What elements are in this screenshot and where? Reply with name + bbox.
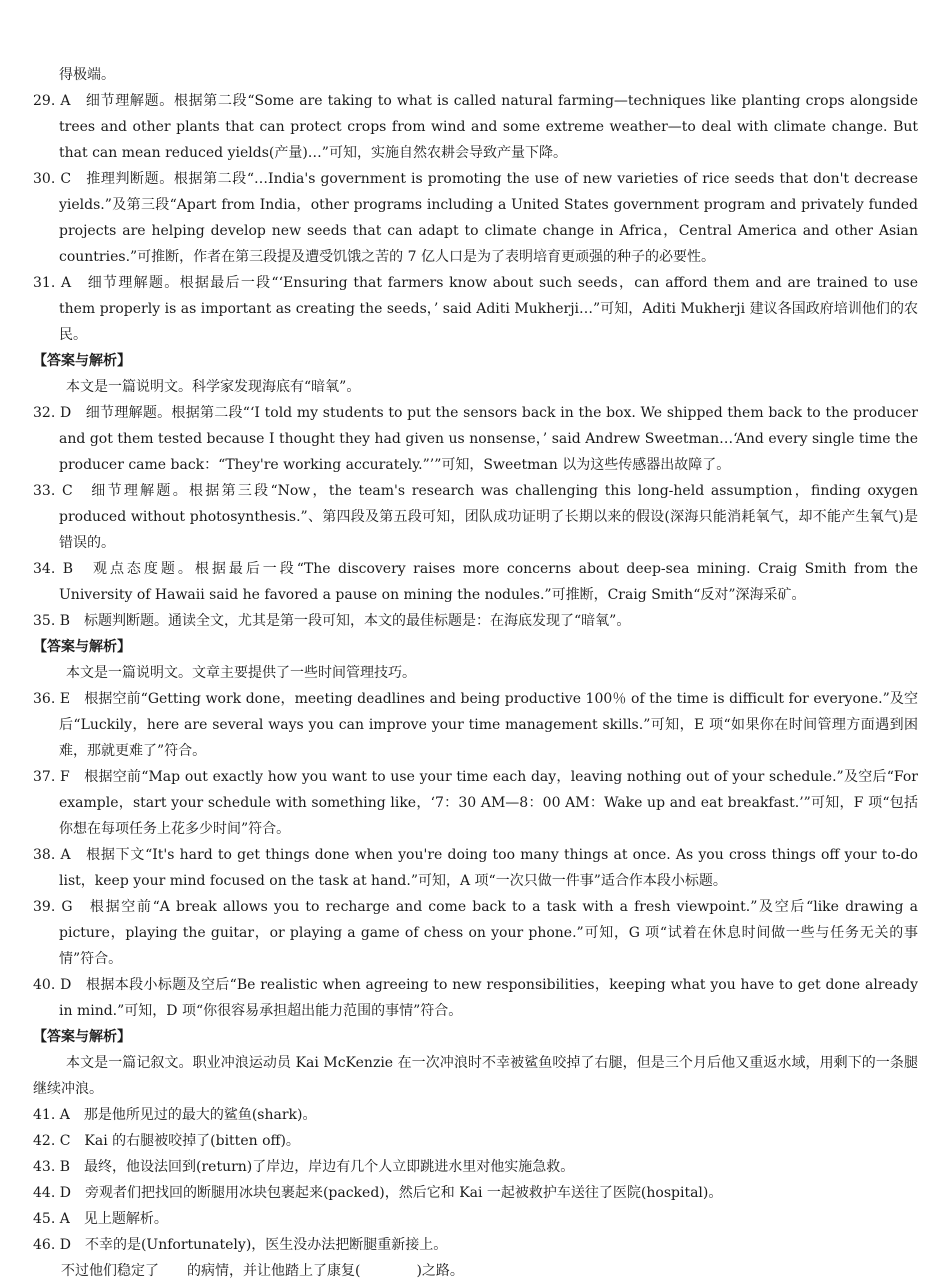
answer-30: 30. C 推理判断题。根据第二段“…India's government is promoting the use of new varieties of rice seeds that don't decrease yields.”及第三段“Apart from India，other programs including a United States government program and privately funded projects are helping develop new seeds that can adapt to climate change in Africa，Central America and other Asian countries.”可推断，作者在第三段提及遭受饥饿之苦的 7 亿人口是为了表明培育更顽强的种子的必要性。 — [33, 171, 918, 265]
section-header-answer-analysis: 【答案与解析】 — [33, 639, 131, 655]
answer-43: 43. B 最终，他设法回到(return)了岸边，岸边有几个人立即跳进水里对他实施急救。 — [33, 1159, 575, 1175]
answer-39: 39. G 根据空前“A break allows you to recharge and come back to a task with a fresh viewpoint.”及空后“like drawing a picture，playing the guitar，or playing a game of chess on your phone.”可知，G 项“试着在休息时间做一些与任务无关的事情”符合。 — [33, 899, 918, 967]
answer-36: 36. E 根据空前“Getting work done，meeting deadlines and being productive 100％ of the time is difficult for everyone.”及空后“Luckily，here are several ways you can improve your time management skills.”可知，E 项“如果你在时间管理方面遇到困难，那就更难了”符合。 — [33, 691, 918, 759]
answer-41: 41. A 那是他所见过的最大的鲨鱼(shark)。 — [33, 1107, 317, 1123]
answer-33: 33. C 细节理解题。根据第三段“Now，the team's research was challenging this long-held assumption，finding oxygen produced without photosynthesis.”、第四段及第五段可知，团队成功证明了长期以来的假设(深海只能消耗氧气，却不能产生氧气)是错误的。 — [33, 483, 918, 551]
answer-31: 31. A 细节理解题。根据最后一段“‘Ensuring that farmers know about such seeds，can afford them and are trained to use them properly is as important as creating the seeds，’ said Aditi Mukherji…”可知，Aditi Mukherji 建议各国政府培训他们的农民。 — [33, 275, 918, 343]
answer-40: 40. D 根据本段小标题及空后“Be realistic when agreeing to new responsibilities，keeping what you have to get done already in mind.”可知，D 项“你很容易承担超出能力范围的事情”符合。 — [33, 977, 918, 1019]
answer-44: 44. D 旁观者们把找回的断腿用冰块包裹起来(packed)，然后它和 Kai 一起被救护车送往了医院(hospital)。 — [33, 1185, 723, 1201]
answer-42: 42. C Kai 的右腿被咬掉了(bitten off)。 — [33, 1133, 300, 1149]
answer-35: 35. B 标题判断题。通读全文，尤其是第一段可知，本文的最佳标题是：在海底发现了“暗氧”。 — [33, 613, 631, 629]
text-line-fragment: 得极端。 — [59, 67, 115, 83]
answer-46: 46. D 不幸的是(Unfortunately)，医生没办法把断腿重新接上。 — [33, 1237, 448, 1253]
answer-38: 38. A 根据下文“It's hard to get things done when you're doing too many things at once. As you cross things off your to-do list，keep your mind focused on the task at hand.”可知，A 项“一次只做一件事”适合作本段小标题。 — [33, 847, 918, 889]
answer-32: 32. D 细节理解题。根据第二段“‘I told my students to put the sensors back in the box. We shipped them back to the producer and got them tested because I thought they had given us nonsense，’ said Andrew Sweetman…‘And every single time the producer came back：“They're working accurately.”’”可知，Sweetman 以为这些传感器出故障了。 — [33, 405, 918, 473]
section-header-answer-analysis: 【答案与解析】 — [33, 1029, 131, 1045]
passage-summary: 本文是一篇记叙文。职业冲浪运动员 Kai McKenzie 在一次冲浪时不幸被鲨鱼咬掉了右腿，但是三个月后他又重返水域，用剩下的一条腿继续冲浪。 — [33, 1055, 918, 1097]
passage-summary: 本文是一篇说明文。科学家发现海底有“暗氧”。 — [66, 379, 361, 395]
answer-29: 29. A 细节理解题。根据第二段“Some are taking to what is called natural farming—techniques like planting crops alongside trees and other plants that can protect crops from wind and some extreme weather—to deal with climate change. But that can mean reduced yields(产量)…”可知，实施自然农耕会导致产量下降。 — [33, 93, 918, 161]
answer-45: 45. A 见上题解析。 — [33, 1211, 168, 1227]
text-line-continuation: 不过他们稳定了 的病情，并让他踏上了康复( )之路。 — [33, 1263, 464, 1279]
answer-37: 37. F 根据空前“Map out exactly how you want to use your time each day，leaving nothing out of your schedule.”及空后“For example，start your schedule with something like，‘7：30 AM—8：00 AM：Wake up and eat breakfast.’”可知，F 项“包括你想在每项任务上花多少时间”符合。 — [33, 769, 918, 837]
section-header-answer-analysis: 【答案与解析】 — [33, 353, 131, 369]
passage-summary: 本文是一篇说明文。文章主要提供了一些时间管理技巧。 — [66, 665, 416, 681]
answer-34: 34. B 观点态度题。根据最后一段“The discovery raises more concerns about deep-sea mining. Craig Smith from the University of Hawaii said he favored a pause on mining the nodules.”可推断，Craig Smith“反对”深海采矿。 — [33, 561, 918, 603]
